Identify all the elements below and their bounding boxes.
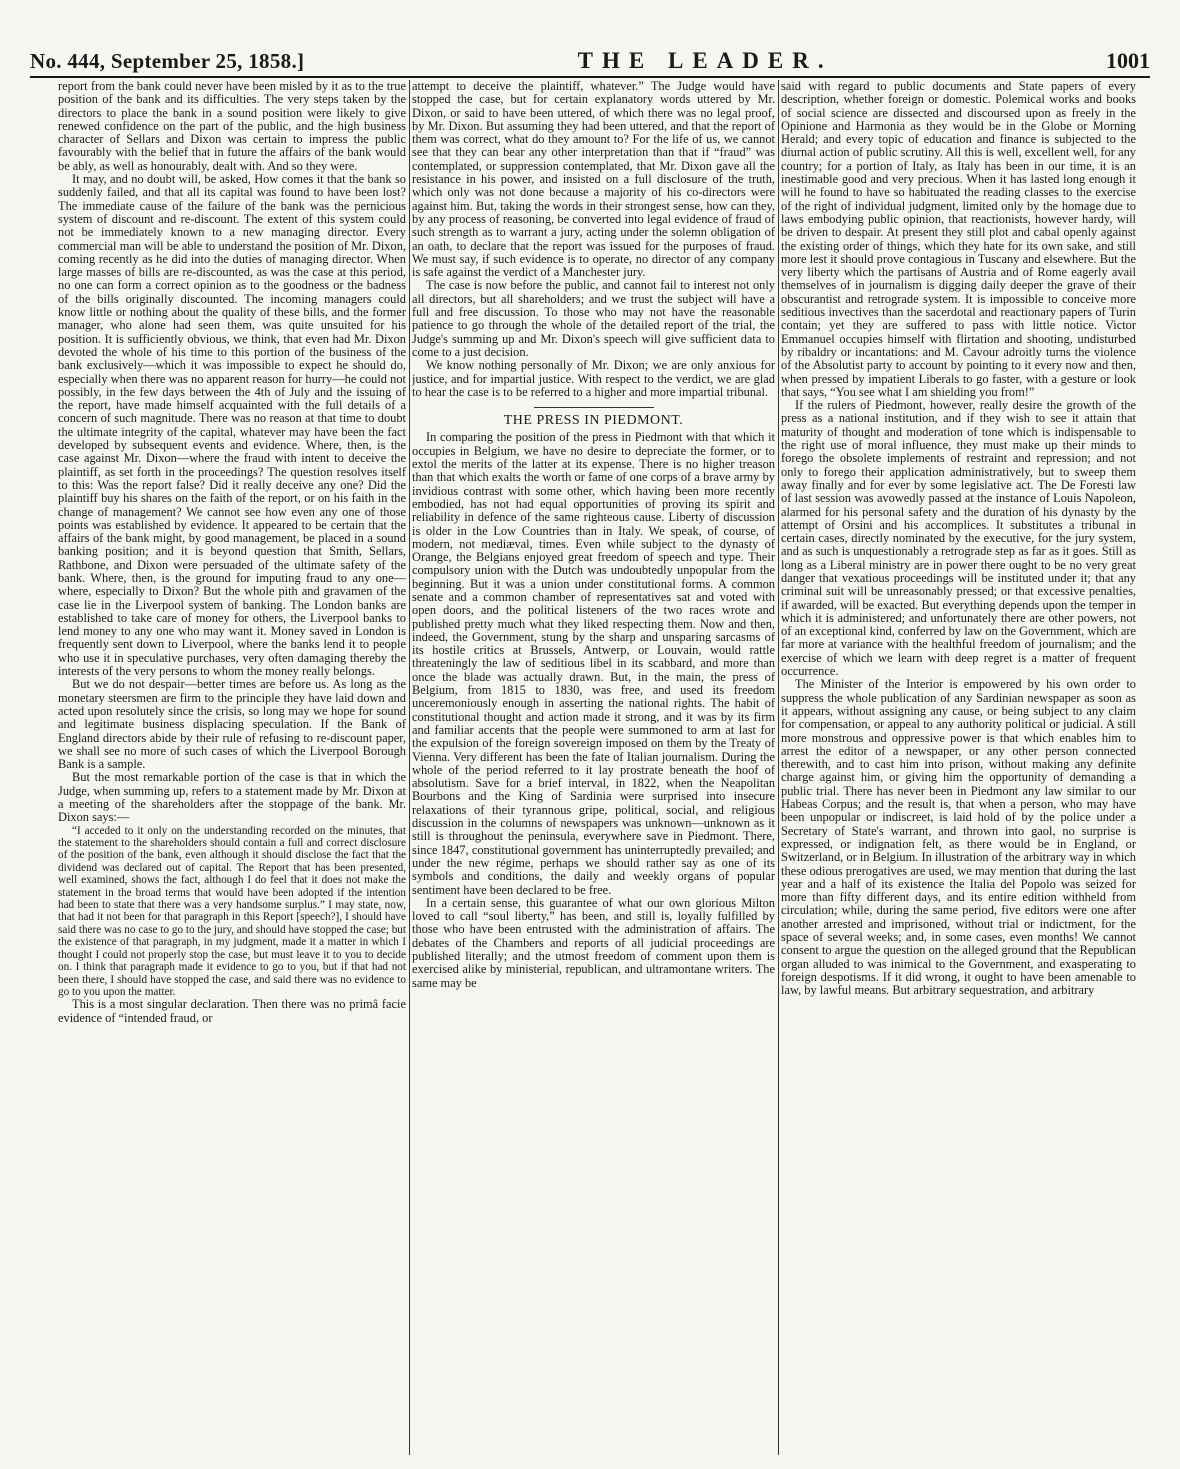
column-3 xyxy=(781,80,1136,1455)
paragraph: report from the bank could never have been misled by it as to the true position of the bank and its difficulties. The very steps taken by the directors to place the bank in a sound position were likely to give renewed confidence on the part of the public, and the high business character of Sellars and Dixon was certain to impress the public favourably with the belief that in future the affairs of the bank would be ably, as well as honourably, dealt with. And so they were. xyxy=(58,80,406,173)
newspaper-title: THE LEADER. xyxy=(577,48,833,73)
paragraph: This is a most singular declaration. Then there was no primâ facie evidence of “intended fraud, or xyxy=(58,997,406,1025)
paragraph: It may, and no doubt will, be asked, How comes it that the bank so suddenly failed, and that all its capital was found to have been lost? The immediate cause of the failure of the bank was the pernicious system of discount and re-discount. The extent of this system could not be immediately known to a new managing director. Every commercial man will be able to understand the position of Mr. Dixon, coming recently as he did into the duties of managing director. When large masses of bills are re-discounted, as was the case at this period, no one can form a correct opinion as to the goodness or the badness of the bills originally discounted. The incoming managers could know little or nothing about the quality of these bills, and the former manager, who alone had seen them, was quite unsuited for his position. It is sufficiently obvious, we think, that even had Mr. Dixon devoted the whole of his time to this portion of the business of the bank exclusively—which it was impossible to expect he should do, especially when there was no apparent reason for hurry—he could not possibly, in the few days between the 4th of July and the issuing of the report, have made himself acquainted with the full details of a concern of such magnitude. There was no reason at that time to doubt the ultimate integrity of the capital, whatever may have been the fact developed by subsequent events and evidence. Where, then, is the case against Mr. Dixon—where the fraud with intent to deceive the plaintiff, as set forth in the proceedings? The question resolves itself to this: Was the report false? Did it really deceive any one? Did the plaintiff buy his shares on the faith of the report, or on his faith in the change of management? We cannot see how even any one of those points was established by evidence. It appeared to be certain that the affairs of the bank might, by good management, be placed in a sound banking position; and it is beyond question that Smith, Sellars, Rathbone, and Dixon were persuaded of the ultimate safety of the bank. Where, then, is the ground for imputing fraud to any one—where, especially to Dixon? But the whole pith and gravamen of the case lie in the Liverpool system of banking. The London banks are established to take care of money for others, the Liverpool banks to lend money to any one who may want it. Money saved in London is frequently sent down to Liverpool, where the banks lend it to people who use it in speculative purchases, very often damaging thereby the interests of the very persons to whom the money really belongs. xyxy=(58,172,406,679)
quoted-speech: “I acceded to it only on the understanding recorded on the minutes, that the statement to the shareholders should contain a full and correct disclosure of the position of the bank, even although it should disclose the fact that the dividend was declared out of capital. The Report that has been presented, well examined, shows the fact, although I do feel that it does not make the statement in the broad terms that would have been adopted if the intention had been to state that there was a very handsome surplus.” I may state, now, that had it not been for that paragraph in this Report [speech?], I should have said there was no case to go to the jury, and should have stopped the case; but the existence of that paragraph, in my judgment, made it a matter in which I thought I could not properly stop the case, but must leave it to you to decide on. I think that paragraph made it evidence to go to you, but if that had not been there, I should have stopped the case, and said there was no evidence to go to you upon the matter. xyxy=(58,824,406,998)
column-2 xyxy=(412,80,775,1455)
page-header xyxy=(30,42,1150,74)
page-number: 1001 xyxy=(1105,48,1150,73)
paragraph: said with regard to public documents and State papers of every description, whether foreign or domestic. Polemical works and books of social science are dissected and discoursed upon as freely in the Opinione and Harmonia as they would be in the Globe or Morning Herald; and every topic of education and finance is subjected to the diurnal action of public scrutiny. All this is well, excellent well, for any country; for a portion of Italy, as Italy has been in our time, it is an inestimable good and very precious. When it has lasted long enough it will he found to have so habituated the reading classes to the exercise of the right of individual judgment, limited only by the homage due to laws embodying public opinion, that reactionists, however hardy, will be driven to despair. At present they still plot and cabal openly against the existing order of things, which they hate for its own sake, and still more lest it should prove contagious in Tuscany and elsewhere. But the very liberty which the partisans of Austria and of Rome eagerly avail themselves of in journalism is digging daily deeper the grave of their obscurantist and retrograde system. It is impossible to conceive more seditious invectives than the sacerdotal and reactionary papers of Turin contain; yet they are suffered to pass with little notice. Victor Emmanuel occupies himself with flirtation and shooting, undisturbed by ribaldry or incantations: and M. Cavour adroitly turns the violence of the Absolutist party to account by pointing to it every now and then, when pressed by impatient Liberals to go faster, with a gesture or look that says, “You see what I am shielding you from!” xyxy=(781,80,1136,399)
paragraph: The case is now before the public, and cannot fail to interest not only all directors, but all shareholders; and we trust the subject will have a full and free discussion. To those who may not have the reasonable patience to go through the whole of the detailed report of the trial, the Judge's summing up and Mr. Dixon's speech will give sufficient data to come to a just decision. xyxy=(412,278,775,359)
paragraph: attempt to deceive the plaintiff, whatever.” The Judge would have stopped the case, but for certain explanatory words uttered by Mr. Dixon, or said to have been uttered, of which there was no legal proof, by Mr. Dixon. But assuming they had been uttered, and that the report of them was correct, what do they amount to? For the life of us, we cannot see that they can bear any other interpretation than that if “fraud” was contemplated, or suppression contemplated, that Mr. Dixon gave all the resistance in his power, and insisted on a full disclosure of the truth, which only was not done because a majority of his co-directors were against him. But, taking the words in their strongest sense, how can they, by any process of reasoning, be converted into legal evidence of fraud of such strength as to warrant a jury, acting under the solemn obligation of an oath, to declare that the report was issued for the purposes of fraud. We must say, if such evidence is to operate, no director of any company is safe against the verdict of a Manchester jury. xyxy=(412,80,775,280)
column-divider xyxy=(778,80,779,1455)
article-title: THE PRESS IN PIEDMONT. xyxy=(503,413,684,429)
paragraph: In comparing the position of the press in Piedmont with that which it occupies in Belgium, we have no desire to depreciate the former, or to extol the merits of the latter at its expense. There is no higher treason than that which exalts the worth or fame of one corps of a brave army by invidious contrast with some other, which having been more recently embodied, has not had equal opportunities of proving its spirit and reliability in defence of the same righteous cause. Liberty of discussion is older in the Low Countries than in Italy. We speak, of course, of modern, not mediæval, times. Even while subject to the dynasty of Orange, the Belgians enjoyed great freedom of speech and type. Their compulsory union with the Dutch was undoubtedly unpopular from the beginning. But it was a union under constitutional forms. A common senate and a common chamber of representatives sat and voted with open doors, and the political listeners of the two races wrote and published pretty much what they liked respecting them. Now and then, indeed, the Government, stung by the sharp and unsparing sarcasms of its hostile critics at Brussels, Antwerp, or Louvain, would rattle threateningly the law of seditious libel in its scabbard, and more than once the blade was actually drawn. But, in the main, the press of Belgium, from 1815 to 1830, was free, and used its freedom unceremoniously enough in asserting the national rights. The habit of constitutional thought and action made it strong, and it was by its firm and familiar accents that the people were summoned to arm at last for the expulsion of the foreign sovereign imposed on them by the Treaty of Vienna. Very different has been the fate of Italian journalism. During the whole of the period referred to it lay prostrate beneath the hoof of absolutism. Save for a brief interval, in 1822, when the Neapolitan Bourbons and the King of Sardinia were surprised into insecure relaxations of their tyrannous gripe, political, social, and religious discussion in the columns of newspapers was unknown—unknown as it still is throughout the peninsula, everywhere save in Piedmont. There, since 1847, constitutional government has uninterruptedly prevailed; and under the new régime, perhaps we should rather say as one of its symbols and conditions, the daily and weekly organs of popular sentiment have been declared to be free. xyxy=(412,430,775,897)
paragraph: The Minister of the Interior is empowered by his own order to suppress the whole publication of any Sardinian newspaper as soon as it appears, without assigning any cause, or being subject to any claim for compensation, or appeal to any authority political or judicial. A still more monstrous and oppressive power is that which enables him to arrest the editor of a newspaper, or any other person connected therewith, and to cast him into prison, without making any definite charge against him, or giving him the opportunity of demanding a public trial. There has never been in Piedmont any law similar to our Habeas Corpus; and the result is, that when a person, who may have been unpopular or indiscreet, is laid hold of by the police under a Secretary of State's warrant, and thrown into gaol, no surprise is expressed, or indignation felt, as there would be in England, or Switzerland, or in Belgium. In illustration of the arbitrary way in which these odious prerogatives are used, we may mention that during the last year and a half of its existence the Italia del Popolo was seized for more than fifty different days, and its entire edition withheld from circulation; while, during the same period, five editors were one after another arrested and imprisoned, without trial or indictment, for the space of several weeks; and, in some cases, even months! We cannot consent to argue the question on the alleged ground that the Republican organ alluded to was inimical to the Government, and exasperating to foreign despotisms. If it did wrong, it ought to have been amenable to law, by lawful means. But arbitrary sequestration, and arbitrary xyxy=(781,677,1136,998)
paragraph: If the rulers of Piedmont, however, really desire the growth of the press as a national institution, and if they wish to see it attain that maturity of thought and moderation of tone which is indispensable to the right use of moral influence, they must make up their minds to forego the obsolete implements of restraint and repression; and not only to forego their application administratively, but to sweep them away finally and for ever by some legislative act. The De Foresti law of last session was avowedly passed at the instance of Louis Napoleon, alarmed for his personal safety and the duration of his dynasty by the attempt of Orsini and his accomplices. It substitutes a tribunal in certain cases, directly nominated by the executive, for the jury system, and as such is unquestionably a retrograde step as far as it goes. Still as long as a Liberal ministry are in power there ought to be no very great danger that vexatious proceedings will be instituted under it; that any criminal suit will be unreasonably pressed; or that excessive penalties, if awarded, will be exacted. But everything depends upon the temper in which it is administered; and unfortunately there are other powers, not of an exceptional kind, conferred by law on the Government, which are far more at variance with the healthful freedom of journalism; and the exercise of which we learn with deep regret is a matter of frequent occurrence. xyxy=(781,398,1136,679)
paragraph: In a certain sense, this guarantee of what our own glorious Milton loved to call “soul liberty,” has been, and still is, loyally fulfilled by those who have been entrusted with the administration of affairs. The debates of the Chambers and reports of all judicial proceedings are published literally; and the utmost freedom of comment upon them is exercised alike by ministerial, republican, and ultramontane writers. The same may be xyxy=(412,895,775,990)
paragraph: But the most remarkable portion of the case is that in which the Judge, when summing up, refers to a statement made by Mr. Dixon at a meeting of the shareholders after the stoppage of the bank. Mr. Dixon says:— xyxy=(58,770,406,825)
section-divider xyxy=(534,407,654,408)
issue-date: No. 444, September 25, 1858.] xyxy=(30,49,305,73)
paragraph: But we do not despair—better times are before us. As long as the monetary steersmen are firm to the principle they have laid down and acted upon resolutely since the crisis, so long may we hope for sound and legitimate business displacing speculation. If the Bank of England directors abide by their rule of refusing to re-discount paper, we shall see no more of such cases of which the Liverpool Borough Bank is a sample. xyxy=(58,677,406,772)
column-1 xyxy=(58,80,406,1455)
paragraph: We know nothing personally of Mr. Dixon; we are only anxious for justice, and for impartial justice. With respect to the verdict, we are glad to hear the case is to be referred to a higher and more impartial tribunal. xyxy=(412,358,775,399)
header-rule xyxy=(30,76,1150,78)
column-divider xyxy=(409,80,410,1455)
